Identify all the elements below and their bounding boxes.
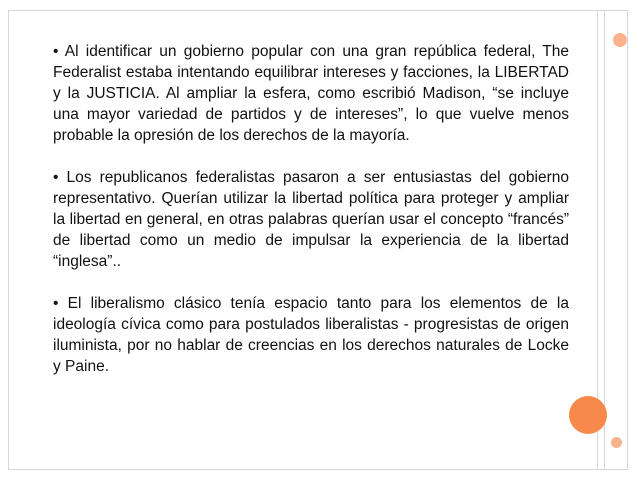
- decorative-circle-bottom: [611, 437, 622, 448]
- decorative-circle-top: [613, 33, 627, 47]
- bullet-marker: •: [53, 295, 59, 312]
- paragraph-text: Los republicanos federalistas pasaron a ser entusiastas del gobierno representativo. Querían utilizar la libertad política para proteger y ampliar la libertad en general, en otras palabras querían usar el concepto “francés” de libertad como un medio de impulsar la experiencia de la libertad “inglesa”..: [53, 169, 569, 270]
- bullet-paragraph-1: [53, 41, 569, 146]
- paragraph-text: Al identificar un gobierno popular con una gran república federal, The Federalist estaba intentando equilibrar intereses y facciones, la LIBERTAD y la JUSTICIA. Al ampliar la esfera, como escribió Madison, “se incluye una mayor variedad de partidos y de intereses”, lo que vuelve menos probable la opresión de los derechos de la mayoría.: [53, 43, 569, 144]
- decorative-circle-large: [569, 396, 607, 434]
- bullet-marker: •: [53, 43, 59, 60]
- paragraph-text: El liberalismo clásico tenía espacio tanto para los elementos de la ideología cívica como para postulados liberalistas - progresistas de origen iluminista, por no hablar de creencias en los derechos naturales de Locke y Paine.: [53, 295, 569, 375]
- vertical-divider-line-2: [604, 10, 605, 470]
- bullet-paragraph-3: [53, 293, 569, 377]
- bullet-marker: •: [53, 169, 59, 186]
- bullet-paragraph-2: [53, 167, 569, 272]
- slide-body: [53, 41, 569, 398]
